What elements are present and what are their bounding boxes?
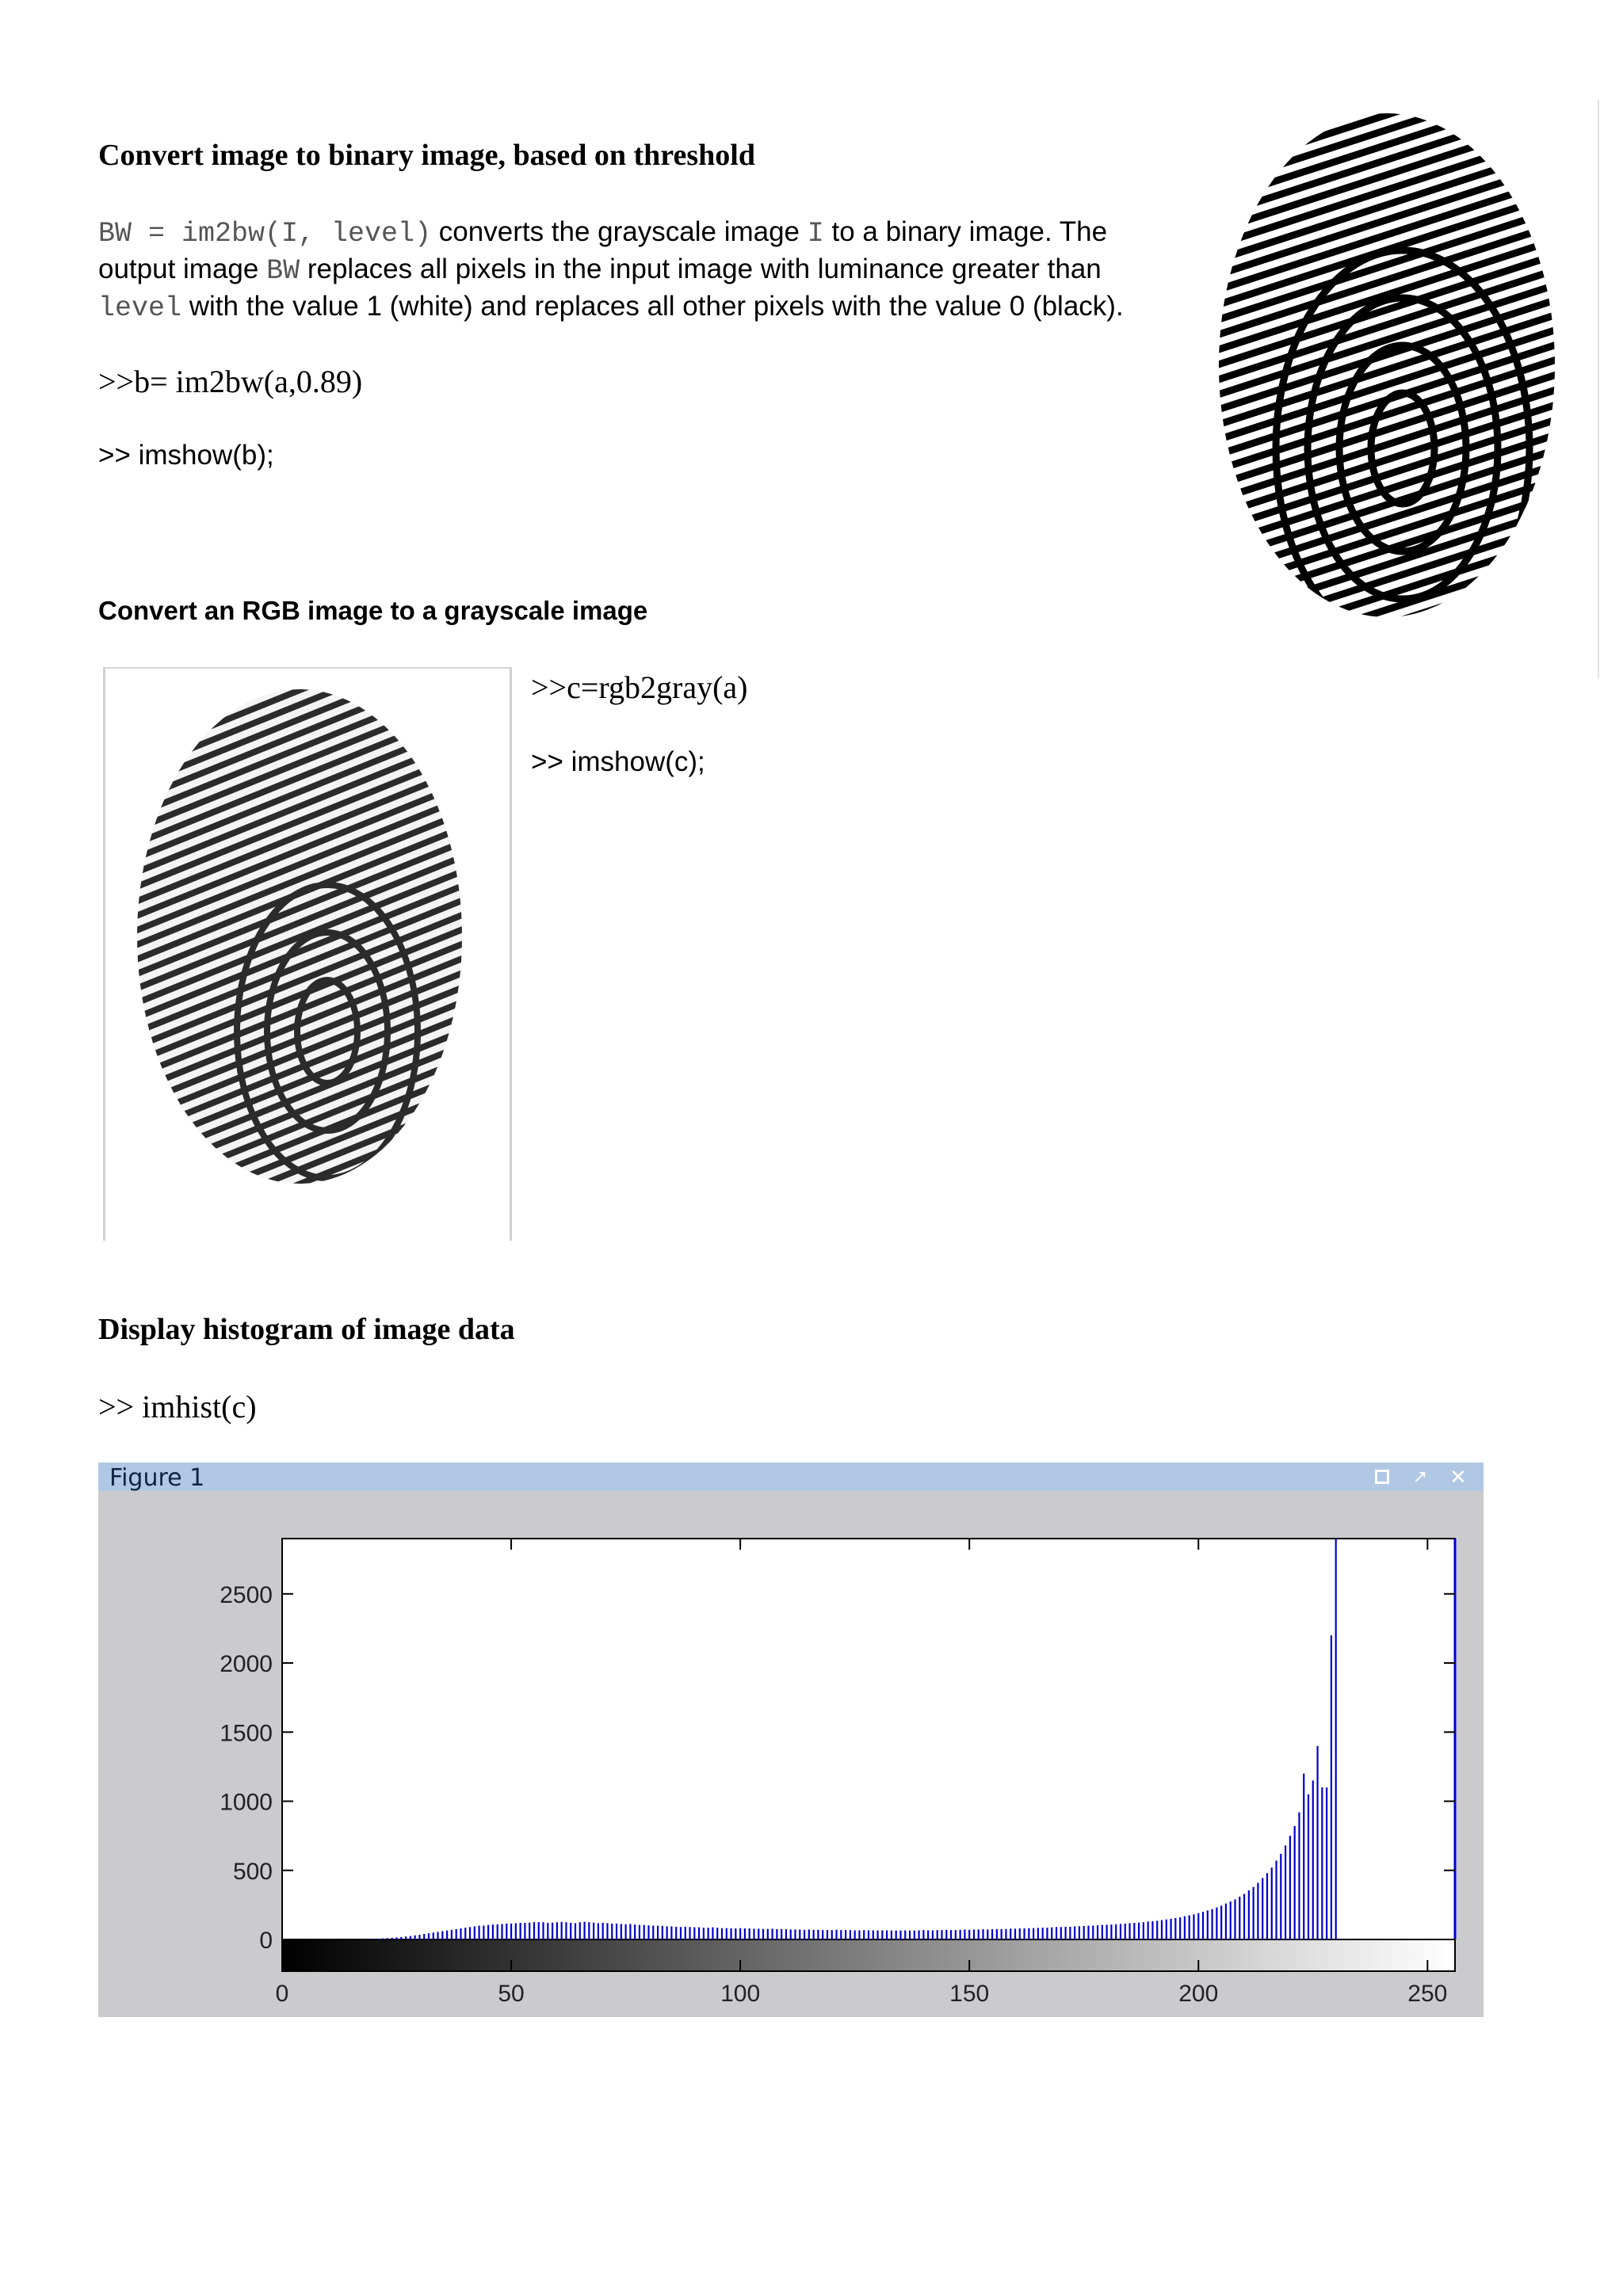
square-icon xyxy=(1375,1470,1389,1484)
x-tick-label: 200 xyxy=(1178,1981,1219,2007)
cmd-imshow-c: >> imshow(c); xyxy=(531,746,705,777)
section2-title: Convert an RGB image to a grayscale image xyxy=(98,596,648,625)
x-tick-label: 100 xyxy=(720,1981,761,2007)
code-level: level xyxy=(98,292,182,324)
histogram-chart xyxy=(98,1491,1484,2017)
y-tick-label: 1500 xyxy=(220,1720,273,1747)
x-tick-label: 250 xyxy=(1407,1981,1448,2007)
text: converts the grayscale image xyxy=(431,216,808,247)
y-tick-label: 1000 xyxy=(220,1789,273,1816)
y-tick-label: 0 xyxy=(259,1928,273,1954)
section3-title: Display histogram of image data xyxy=(98,1313,515,1346)
figure-titlebar xyxy=(98,1463,1484,1491)
grayscale-image-frame xyxy=(103,667,512,1241)
paragraph-line-3 xyxy=(98,288,1124,326)
section1-title: Convert image to binary image, based on threshold xyxy=(98,139,755,172)
x-tick-label: 50 xyxy=(498,1981,525,2007)
code-i: I xyxy=(807,218,824,250)
grayscale-fingerprint-image xyxy=(129,683,470,1190)
text: with the value 1 (white) and replaces all other pixels with the value 0 (black). xyxy=(181,291,1124,322)
binary-fingerprint-image xyxy=(1212,108,1561,623)
cmd-rgb2gray: >>c=rgb2gray(a) xyxy=(531,669,748,705)
y-tick-label: 2000 xyxy=(220,1651,273,1678)
paragraph-line-2 xyxy=(98,251,1102,289)
text: replaces all pixels in the input image with luminance greater than xyxy=(300,254,1102,284)
cmd-imhist: >> imhist(c) xyxy=(98,1389,257,1425)
y-tick-label: 500 xyxy=(232,1858,273,1885)
y-tick-label: 2500 xyxy=(220,1581,273,1608)
close-button[interactable] xyxy=(1447,1466,1469,1488)
undock-button[interactable] xyxy=(1409,1466,1431,1488)
code-bw: BW xyxy=(266,255,300,287)
x-tick-label: 150 xyxy=(949,1981,990,2007)
figure-window xyxy=(98,1463,1484,2017)
text: to a binary image. The xyxy=(823,216,1108,247)
maximize-button[interactable] xyxy=(1371,1466,1393,1488)
paragraph-line-1 xyxy=(98,214,1107,252)
x-tick-label: 0 xyxy=(275,1981,289,2007)
plot-area xyxy=(282,1539,1455,1956)
arrow-icon: ↗ xyxy=(1412,1466,1428,1486)
code-bw-im2bw: BW = im2bw(I, level) xyxy=(98,218,432,250)
cmd-im2bw: >>b= im2bw(a,0.89) xyxy=(98,364,363,399)
grayscale-colorbar xyxy=(283,1939,1454,1971)
cmd-imshow-b: >> imshow(b); xyxy=(98,440,274,471)
text: output image xyxy=(98,254,267,284)
close-icon: ✕ xyxy=(1449,1465,1467,1489)
figure-title: Figure 1 xyxy=(109,1464,205,1492)
page-divider xyxy=(1598,100,1599,678)
